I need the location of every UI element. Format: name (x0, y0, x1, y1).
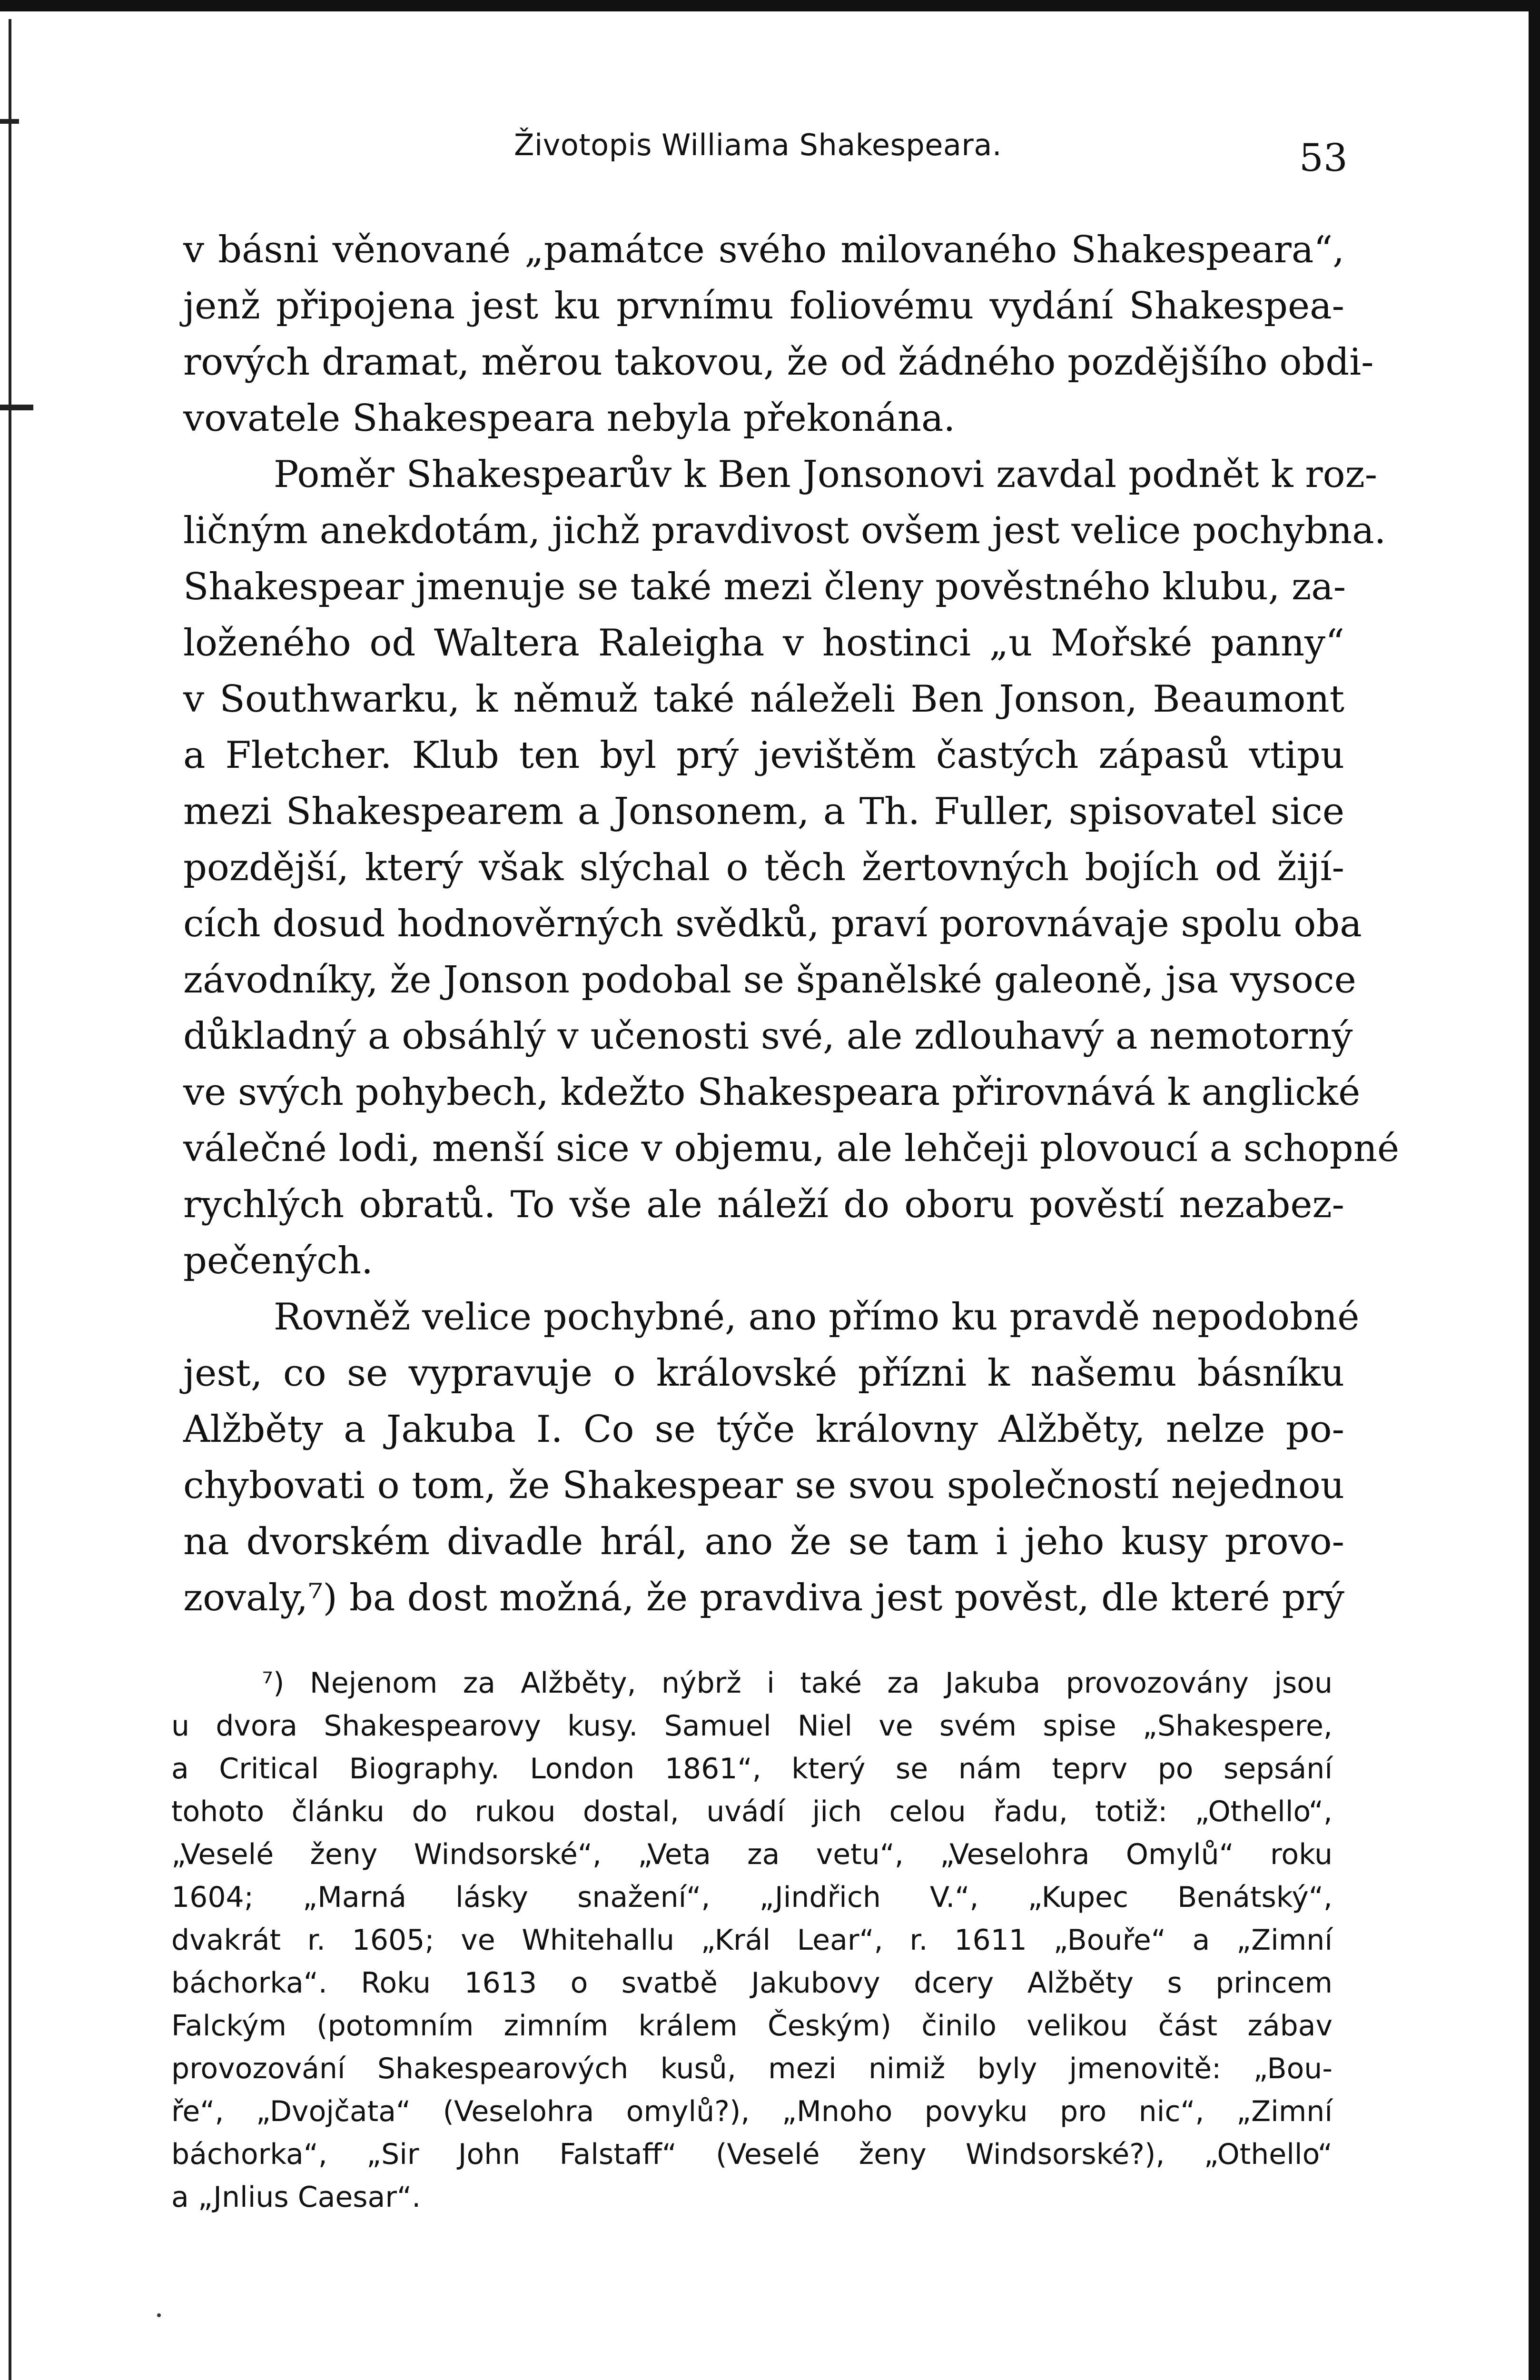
body-line: v básni věnované „památce svého milovaného Shakespeara“, (183, 228, 1344, 271)
body-line: loženého od Waltera Raleigha v hostinci „u Mořské panny“ (183, 622, 1344, 664)
footnote-line: Falckým (potomním zimním králem Českým) činilo velikou část zábav (171, 2009, 1333, 2043)
footnote-line: dvakrát r. 1605; ve Whitehallu „Král Lear“, r. 1611 „Bouře“ a „Zimní (171, 1924, 1333, 1957)
body-line: Rovněž velice pochybné, ano přímo ku pravdě nepodobné (274, 1296, 1360, 1339)
body-line: v Southwarku, k němuž také náleželi Ben Jonson, Beaumont (183, 678, 1344, 721)
footnote-line: tohoto článku do rukou dostal, uvádí jich celou řadu, totiž: „Othello“, (171, 1795, 1333, 1828)
page-number: 53 (1299, 136, 1348, 180)
scan-gutter-mark (0, 405, 33, 410)
body-line: cích dosud hodnověrných svědků, praví porovnávaje spolu oba (183, 902, 1362, 945)
scan-border-right (1529, 0, 1540, 2380)
body-line: ličným anekdotám, jichž pravdivost ovšem jest velice pochybna. (183, 509, 1386, 552)
footnote-line: ⁷) Nejenom za Alžběty, nýbrž i také za Jakuba provozovány jsou (262, 1666, 1333, 1700)
scan-gutter-edge (9, 19, 11, 2380)
scan-speck (157, 2313, 161, 2317)
body-line: Shakespear jmenuje se také mezi členy pověstného klubu, za- (183, 565, 1346, 608)
footnote-line: „Veselé ženy Windsorské“, „Veta za vetu“, „Veselohra Omylů“ roku (171, 1838, 1333, 1871)
footnote-line: báchorka“, „Sir John Falstaff“ (Veselé ženy Windsorské?), „Othello“ (171, 2138, 1333, 2171)
running-title: Životopis Williama Shakespeara. (514, 128, 1002, 162)
body-line: závodníky, že Jonson podobal se španělské galeoně, jsa vysoce (183, 959, 1356, 1002)
body-line: ve svých pohybech, kdežto Shakespeara přirovnává k anglické (183, 1071, 1361, 1114)
body-line: vovatele Shakespeara nebyla překonána. (183, 397, 956, 440)
footnote-line: a Critical Biography. London 1861“, který se nám teprv po sepsání (171, 1752, 1333, 1785)
footnote-line: a „Jnlius Caesar“. (171, 2181, 421, 2214)
footnote-line: u dvora Shakespearovy kusy. Samuel Niel ve svém spise „Shakespere, (171, 1709, 1333, 1743)
footnote-line: báchorka“. Roku 1613 o svatbě Jakubovy dcery Alžběty s princem (171, 1966, 1333, 2000)
footnote-line: ře“, „Dvojčata“ (Veselohra omylů?), „Mnoho povyku pro nic“, „Zimní (171, 2095, 1333, 2128)
scan-border-top (0, 0, 1540, 11)
body-line: jenž připojena jest ku prvnímu foliovému vydání Shakespea- (183, 285, 1344, 327)
body-line: pečených. (183, 1240, 373, 1282)
body-line: rychlých obratů. To vše ale náleží do oboru pověstí nezabez- (183, 1183, 1344, 1226)
body-line: zovaly,⁷) ba dost možná, že pravdiva jest pověst, dle které prý (183, 1577, 1344, 1619)
body-line: chybovati o tom, že Shakespear se svou společností nejednou (183, 1464, 1344, 1507)
body-line: válečné lodi, menší sice v objemu, ale lehčeji plovoucí a schopné (183, 1127, 1400, 1170)
body-line: Alžběty a Jakuba I. Co se týče královny Alžběty, nelze po- (183, 1408, 1344, 1451)
footnote-line: 1604; „Marná lásky snažení“, „Jindřich V.“, „Kupec Benátský“, (171, 1881, 1333, 1914)
body-line: pozdější, který však slýchal o těch žertovných bojích od žijí- (183, 846, 1344, 889)
body-line: na dvorském divadle hrál, ano že se tam i jeho kusy provo- (183, 1520, 1344, 1563)
body-line: jest, co se vypravuje o královské přízni k našemu básníku (183, 1352, 1344, 1395)
body-line: Poměr Shakespearův k Ben Jonsonovi zavdal podnět k roz- (274, 453, 1378, 496)
body-line: důkladný a obsáhlý v učenosti své, ale zdlouhavý a nemotorný (183, 1015, 1353, 1058)
body-line: a Fletcher. Klub ten byl prý jevištěm častých zápasů vtipu (183, 734, 1344, 777)
body-line: mezi Shakespearem a Jonsonem, a Th. Fuller, spisovatel sice (183, 790, 1344, 833)
footnote-line: provozování Shakespearových kusů, mezi nimiž byly jmenovitě: „Bou- (171, 2052, 1333, 2085)
scan-gutter-mark (0, 119, 19, 124)
body-line: rových dramat, měrou takovou, že od žádného pozdějšího obdi- (183, 341, 1374, 384)
